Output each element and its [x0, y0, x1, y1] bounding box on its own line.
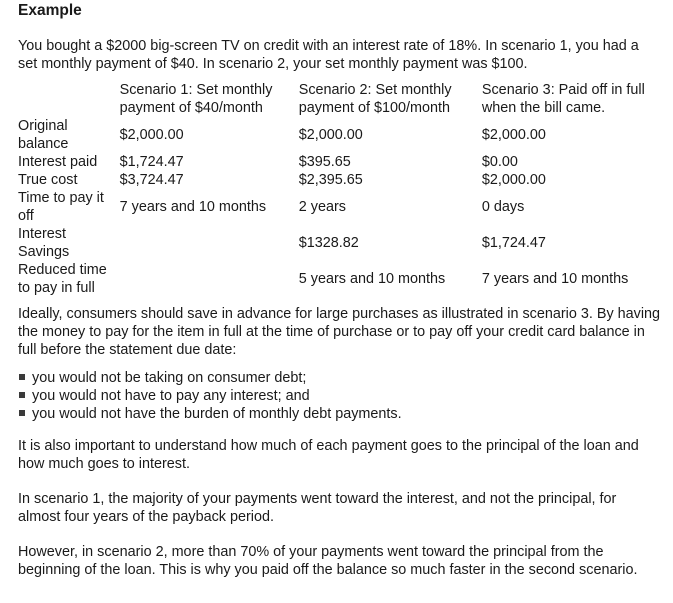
row-label: Interest Savings	[18, 226, 70, 260]
benefits-list	[18, 369, 661, 423]
scenario-2-paragraph: However, in scenario 2, more than 70% of your payments went toward the principal from the beginning of the loan. This is why you paid off the balance so much faster in the second scenario.	[18, 544, 638, 578]
table-cell: $2,000.00	[119, 127, 184, 143]
table-cell: $2,395.65	[298, 172, 363, 188]
list-item	[18, 405, 661, 423]
list-item	[18, 387, 661, 405]
header-scenario-1: Scenario 1: Set monthly payment of $40/month	[119, 82, 273, 116]
header-scenario-2: Scenario 2: Set monthly payment of $100/month	[298, 82, 452, 116]
table-cell: $1,724.47	[481, 235, 546, 251]
table-row	[18, 261, 661, 297]
table-cell	[120, 225, 299, 261]
row-label: Original balance	[18, 118, 69, 152]
table-row	[18, 153, 661, 171]
header-scenario-3: Scenario 3: Paid off in full when the bill came.	[481, 82, 645, 116]
list-item	[18, 369, 661, 387]
square-bullet-icon	[19, 392, 25, 398]
scenario-1-paragraph: In scenario 1, the majority of your payments went toward the interest, and not the principal, for almost four years of the payback period.	[18, 491, 617, 525]
table-row	[18, 117, 661, 153]
table-cell: $2,000.00	[481, 127, 546, 143]
table-row	[18, 225, 661, 261]
intro-paragraph: You bought a $2000 big-screen TV on credit with an interest rate of 18%. In scenario 1, you had a set monthly payment of $40. In scenario 2, your set monthly payment was $100.	[18, 38, 639, 72]
table-cell: $2,000.00	[298, 127, 363, 143]
table-header-row	[18, 81, 661, 117]
table-row	[18, 189, 661, 225]
table-cell: 0 days	[481, 199, 525, 215]
list-item-text: you would not have the burden of monthly debt payments.	[32, 406, 402, 422]
advice-paragraph: Ideally, consumers should save in advance for large purchases as illustrated in scenario 3. By having the money to pay for the item in full at the time of purchase or to pay off your credit card balance in full before the statement due date:	[18, 306, 661, 358]
row-label: True cost	[18, 172, 78, 188]
table-row	[18, 171, 661, 189]
row-label: Reduced time to pay in full	[18, 262, 107, 296]
table-cell: $0.00	[481, 154, 518, 170]
table-cell: 2 years	[298, 199, 346, 215]
example-heading: Example	[18, 2, 82, 19]
table-cell: 7 years and 10 months	[481, 271, 629, 287]
table-cell: $3,724.47	[119, 172, 184, 188]
principal-paragraph: It is also important to understand how much of each payment goes to the principal of the loan and how much goes to interest.	[18, 438, 639, 472]
row-label: Interest paid	[18, 154, 98, 170]
header-empty-cell	[18, 81, 120, 117]
table-cell: $2,000.00	[481, 172, 546, 188]
scenario-table	[18, 81, 661, 297]
table-cell: 5 years and 10 months	[298, 271, 446, 287]
list-item-text: you would not be taking on consumer debt;	[32, 370, 307, 386]
row-label: Time to pay it off	[18, 190, 104, 224]
table-cell: $1,724.47	[119, 154, 184, 170]
square-bullet-icon	[19, 374, 25, 380]
table-cell: $395.65	[298, 154, 351, 170]
list-item-text: you would not have to pay any interest; and	[32, 388, 310, 404]
square-bullet-icon	[19, 410, 25, 416]
table-cell: 7 years and 10 months	[119, 199, 267, 215]
table-cell: $1328.82	[298, 235, 359, 251]
table-cell	[120, 261, 299, 297]
